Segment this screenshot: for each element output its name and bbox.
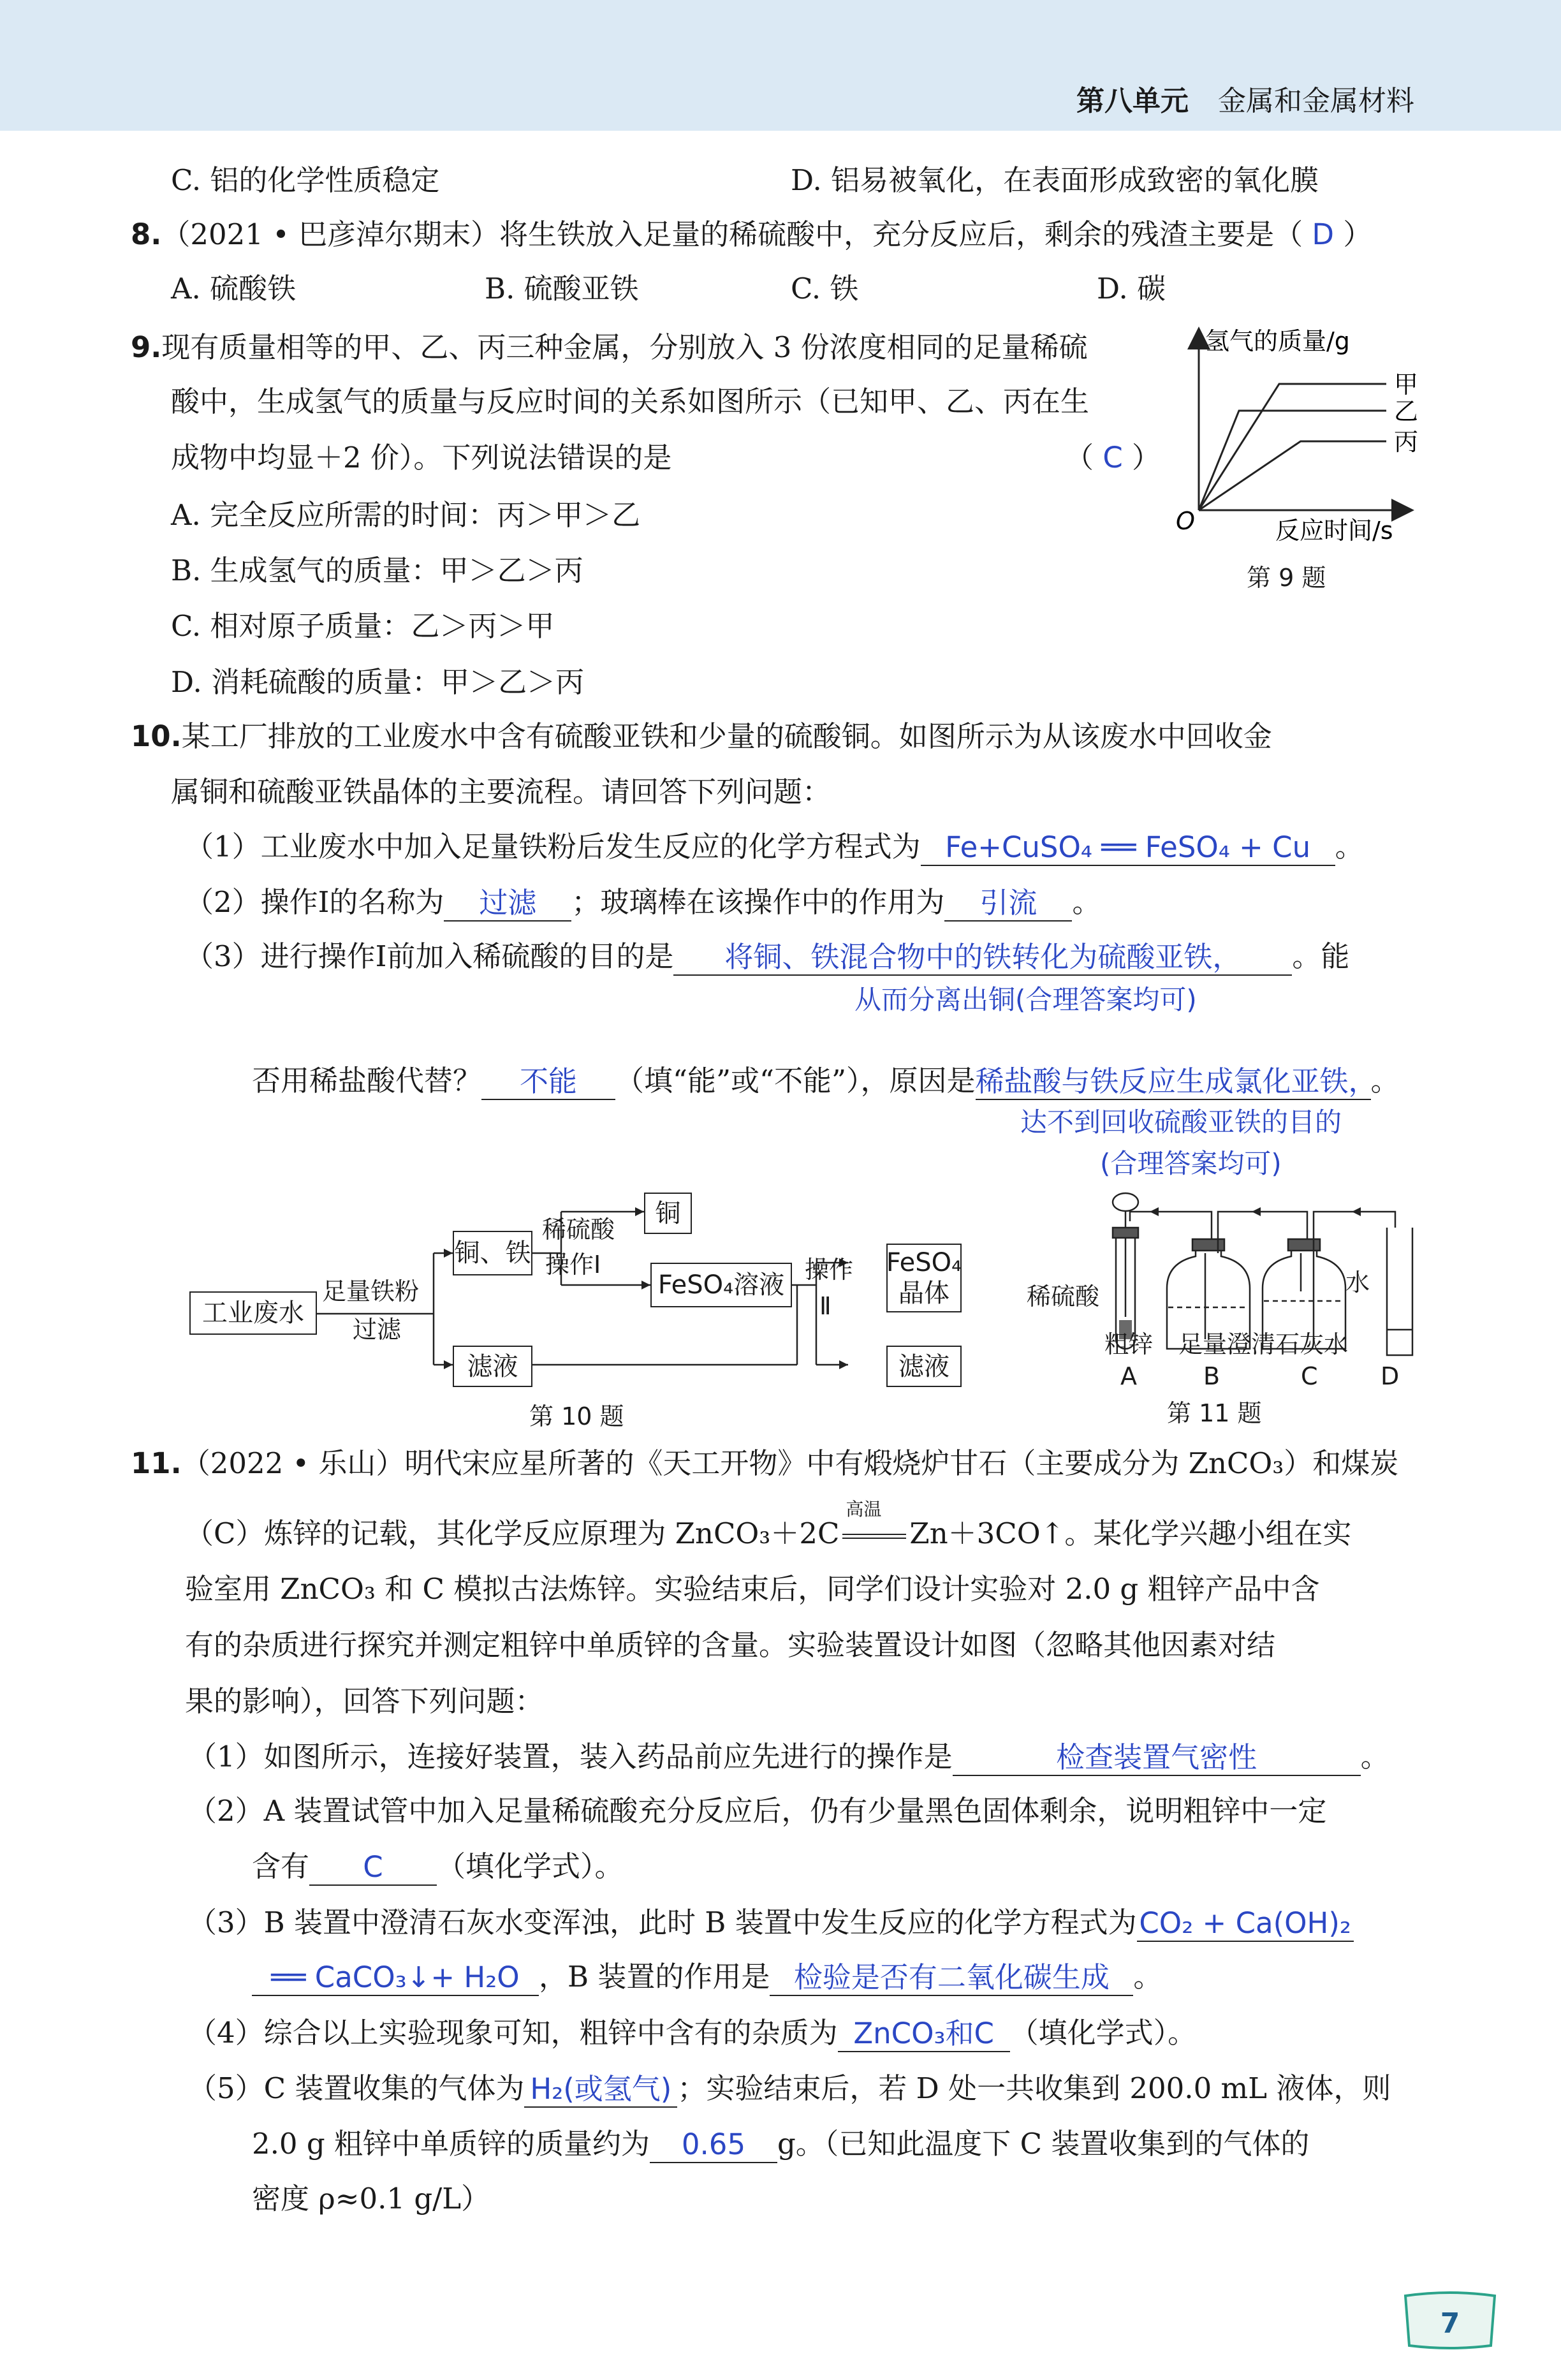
q11-answer3a: CO₂ + Ca(OH)₂: [1137, 1906, 1354, 1942]
label-b: B: [1203, 1362, 1220, 1390]
q10-answer3a-cont: 从而分离出铜(合理答案均可): [854, 984, 1197, 1015]
q11-line4: 有的杂质进行探究并测定粗锌中单质锌的含量。实验装置设计如图（忽略其他因素对结: [185, 1628, 1276, 1662]
q9-chart: [1173, 319, 1428, 587]
q11-line3: 验室用 ZnCO₃ 和 C 模拟古法炼锌。实验结束后，同学们设计实验对 2.0 g 粗锌产品中含: [185, 1572, 1320, 1606]
q11-line2: （C）炼锌的记载，其化学反应原理为 ZnCO₃＋2C 高温 Zn＋3CO↑。某化学兴趣小组在实: [185, 1515, 1351, 1553]
x-axis-label: 反应时间/s: [1275, 517, 1393, 545]
label-operation-2a: 操作: [805, 1256, 854, 1284]
q9-line2: 酸中，生成氢气的质量与反应时间的关系如图所示（已知甲、乙、丙在生: [171, 385, 1090, 418]
y-axis-label: 氢气的质量/g: [1205, 327, 1350, 355]
series-label-2: 乙: [1394, 397, 1419, 425]
q10-answer3c-cont2: (合理答案均可): [1100, 1148, 1282, 1179]
label-apparatus-water: 水: [1345, 1268, 1370, 1297]
box-waste-water: 工业废水: [189, 1291, 317, 1335]
q11-caption: 第 11 题: [1167, 1399, 1262, 1427]
q11-part5c: 密度 ρ≈0.1 g/L）: [252, 2182, 490, 2215]
q11-answer3c: 检验是否有二氧化碳生成: [770, 1960, 1133, 1996]
q10-part3: （3）进行操作Ⅰ前加入稀硫酸的目的是 将铜、铁混合物中的铁转化为硫酸亚铁， 。能: [185, 937, 1349, 976]
label-filter: 过滤: [353, 1316, 402, 1344]
box-feso4-crystal: FeSO₄ 晶体: [886, 1244, 962, 1312]
q10-line2: 属铜和硫酸亚铁晶体的主要流程。请回答下列问题：: [171, 775, 832, 809]
q10-answer3c-cont: 达不到回收硫酸亚铁的目的: [1020, 1106, 1342, 1138]
q11-part3b: ══ CaCO₃↓+ H₂O ，B 装置的作用是 检验是否有二氧化碳生成 。: [252, 1958, 1162, 1996]
series-line-2: [1199, 411, 1386, 510]
page-header: [0, 0, 1561, 131]
q9-answer-bracket: （ C ）: [1065, 441, 1161, 474]
label-dilute-acid: 稀硫酸: [542, 1216, 615, 1244]
q11-answer1: 检查装置气密性: [953, 1740, 1361, 1776]
box-copper: 铜: [644, 1193, 692, 1234]
series-line-3: [1199, 441, 1386, 510]
q11-part3: （3）B 装置中澄清石灰水变浑浊，此时 B 装置中发生反应的化学方程式为CO₂ + Ca(OH)₂: [188, 1904, 1354, 1942]
label-apparatus-zinc: 粗锌: [1104, 1330, 1154, 1358]
q8-option-c: C. 铁: [791, 272, 859, 305]
box-filtrate-2: 滤液: [886, 1346, 962, 1387]
page-number-badge: [1402, 2289, 1499, 2353]
q10-answer2a: 过滤: [444, 886, 571, 922]
q10-answer2b: 引流: [944, 886, 1072, 922]
q11-answer3b: ══ CaCO₃↓+ H₂O: [252, 1960, 539, 1996]
q9-line3: 成物中均显＋2 价）。下列说法错误的是: [171, 441, 672, 474]
q9-line1: 9.现有质量相等的甲、乙、丙三种金属，分别放入 3 份浓度相同的足量稀硫: [131, 330, 1088, 364]
q10-line1: 10.某工厂排放的工业废水中含有硫酸亚铁和少量的硫酸铜。如图所示为从该废水中回收金: [131, 719, 1272, 753]
q7-option-d: D. 铝易被氧化，在表面形成致密的氧化膜: [791, 163, 1319, 197]
label-iron-powder: 足量铁粉: [322, 1277, 420, 1305]
series-label-1: 甲: [1394, 371, 1419, 399]
q11-line1: 11.（2022 • 乐山）明代宋应星所著的《天工开物》中有煅烧炉甘石（主要成分为 ZnCO₃）和煤炭: [131, 1446, 1399, 1480]
label-c: C: [1301, 1362, 1318, 1390]
q11-part5: （5）C 装置收集的气体为 H₂(或氢气) ；实验结束后，若 D 处一共收集到 200.0 mL 液体，则: [188, 2069, 1391, 2108]
q10-answer1: Fe+CuSO₄ ══ FeSO₄ + Cu: [921, 830, 1335, 866]
q8-answer: D: [1312, 217, 1335, 251]
reaction-condition: 高温: [846, 1499, 882, 1520]
q11-line5: 果的影响），回答下列问题：: [185, 1684, 544, 1718]
q8-option-a: A. 硫酸铁: [171, 272, 297, 305]
q9-option-c: C. 相对原子质量：乙＞丙＞甲: [171, 609, 555, 643]
q10-answer3a: 将铜、铁混合物中的铁转化为硫酸亚铁，: [673, 940, 1292, 976]
q11-answer5b: 0.65: [650, 2127, 777, 2163]
q10-part2: （2）操作Ⅰ的名称为 过滤 ；玻璃棒在该操作中的作用为 引流 。: [185, 883, 1101, 922]
q10-caption: 第 10 题: [529, 1402, 624, 1430]
series-label-3: 丙: [1394, 428, 1419, 456]
q11-part2b: 含有 C （填化学式）。: [252, 1847, 624, 1886]
label-operation-2b: Ⅱ: [819, 1292, 832, 1320]
box-copper-iron: 铜、铁: [453, 1231, 532, 1275]
q11-part2: （2）A 装置试管中加入足量稀硫酸充分反应后，仍有少量黑色固体剩余，说明粗锌中一定: [188, 1794, 1327, 1828]
q9-answer: C: [1103, 441, 1123, 474]
q10-part3b: 否用稀盐酸代替？ 不能 （填“能”或“不能”），原因是稀盐酸与铁反应生成氯化亚铁，。: [252, 1062, 1400, 1100]
q9-caption: 第 9 题: [1247, 564, 1326, 592]
q8-option-b: B. 硫酸亚铁: [485, 272, 639, 305]
q11-part4: （4）综合以上实验现象可知，粗锌中含有的杂质为 ZnCO₃和C （填化学式）。: [188, 2014, 1196, 2052]
q11-answer2: C: [309, 1850, 437, 1886]
q7-option-c: C. 铝的化学性质稳定: [171, 163, 440, 197]
label-apparatus-acid: 稀硫酸: [1027, 1282, 1100, 1311]
q8-option-d: D. 碳: [1097, 272, 1166, 305]
q11-answer5a: H₂(或氢气): [524, 2072, 677, 2108]
unit-title: 第八单元 金属和金属材料: [1076, 85, 1414, 117]
q11-part5b: 2.0 g 粗锌中单质锌的质量约为 0.65 g。（已知此温度下 C 装置收集到的气体的: [252, 2125, 1309, 2163]
q9-option-a: A. 完全反应所需的时间：丙＞甲＞乙: [171, 498, 641, 532]
q11-part1: （1）如图所示，连接好装置，装入药品前应先进行的操作是 检查装置气密性 。: [188, 1738, 1389, 1776]
origin-label: O: [1176, 507, 1195, 535]
q10-answer3b: 不能: [481, 1064, 615, 1100]
page-number: 7: [1440, 2307, 1460, 2340]
q9-option-b: B. 生成氢气的质量：甲＞乙＞丙: [171, 554, 583, 587]
label-d: D: [1381, 1362, 1400, 1390]
q8-stem: 8.（2021 • 巴彦淖尔期末）将生铁放入足量的稀硫酸中，充分反应后，剩余的残渣主要是（ D ）: [131, 217, 1372, 251]
box-filtrate-1: 滤液: [453, 1346, 532, 1387]
label-a: A: [1120, 1362, 1137, 1390]
q9-option-d: D. 消耗硫酸的质量：甲＞乙＞丙: [171, 665, 585, 699]
box-feso4-solution: FeSO₄溶液: [650, 1263, 792, 1307]
q10-answer3c: 稀盐酸与铁反应生成氯化亚铁，: [976, 1064, 1371, 1100]
label-apparatus-lime: 足量澄清石灰水: [1178, 1330, 1349, 1358]
label-operation-1: 操作Ⅰ: [545, 1251, 601, 1279]
q11-answer4: ZnCO₃和C: [838, 2016, 1010, 2052]
q10-part1: （1）工业废水中加入足量铁粉后发生反应的化学方程式为 Fe+CuSO₄ ══ FeSO₄ + Cu 。: [185, 828, 1364, 866]
